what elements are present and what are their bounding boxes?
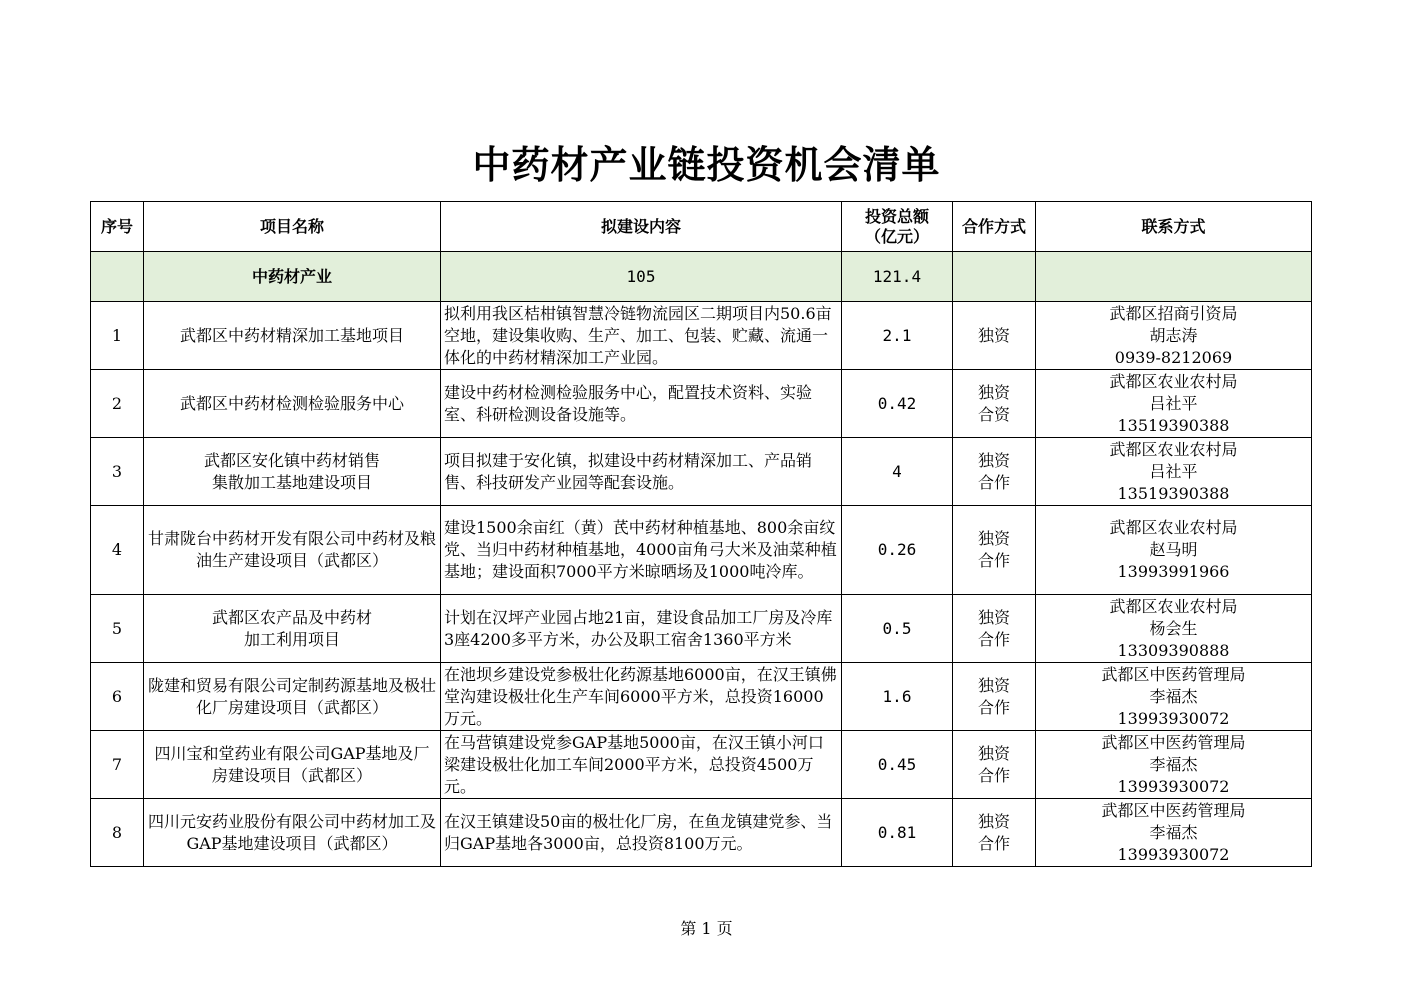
header-seq: 序号 — [91, 202, 144, 252]
coop-line: 合作 — [977, 697, 1010, 717]
header-name: 项目名称 — [144, 202, 441, 252]
row-coop — [953, 370, 1036, 438]
contact-line: 李福杰 — [1149, 822, 1198, 842]
contact-line: 吕社平 — [1149, 461, 1198, 481]
row-contact — [1036, 663, 1312, 731]
row-invest: 0.5 — [842, 595, 953, 663]
coop-line: 独资 — [977, 382, 1010, 402]
row-invest: 0.26 — [842, 506, 953, 595]
row-coop — [953, 663, 1036, 731]
contact-line: 武都区招商引资局 — [1109, 303, 1238, 323]
page-title: 中药材产业链投资机会清单 — [472, 143, 941, 187]
contact-line: 武都区中医药管理局 — [1101, 800, 1246, 820]
coop-line: 合作 — [977, 629, 1010, 649]
table-row — [91, 438, 1312, 506]
project-name-line: 四川元安药业股份有限公司中药材加工及GAP基地建设项目（武都区） — [147, 811, 436, 853]
investment-table — [90, 201, 1312, 867]
table-row — [91, 799, 1312, 867]
row-project-name — [144, 370, 441, 438]
row-coop — [953, 438, 1036, 506]
project-name-line: 四川宝和堂药业有限公司GAP基地及厂房建设项目（武都区） — [154, 743, 430, 785]
header-row — [91, 202, 1312, 252]
row-coop — [953, 595, 1036, 663]
row-coop — [953, 731, 1036, 799]
row-content: 在汉王镇建设50亩的极壮化厂房，在鱼龙镇建党参、当归GAP基地各3000亩，总投资8100万元。 — [441, 799, 842, 867]
row-seq: 2 — [91, 370, 144, 438]
summary-name: 中药材产业 — [144, 252, 441, 302]
row-project-name — [144, 438, 441, 506]
project-name-line: 甘肃陇台中药材开发有限公司中药材及粮油生产建设项目（武都区） — [147, 529, 436, 570]
coop-line: 独资 — [977, 675, 1010, 695]
row-content: 项目拟建于安化镇，拟建设中药材精深加工、产品销售、科技研发产业园等配套设施。 — [441, 438, 842, 506]
table-row — [91, 663, 1312, 731]
row-contact — [1036, 370, 1312, 438]
row-content: 建设1500余亩红（黄）芪中药材种植基地、800余亩纹党、当归中药材种植基地，4000亩角弓大米及油菜种植基地；建设面积7000平方米晾晒场及1000吨冷库。 — [441, 506, 842, 595]
contact-line: 武都区农业农村局 — [1109, 596, 1238, 616]
summary-invest: 121.4 — [842, 252, 953, 302]
coop-line: 合作 — [977, 765, 1010, 785]
contact-line: 13993930072 — [1117, 776, 1230, 796]
coop-line: 独资 — [977, 811, 1010, 831]
summary-contact — [1036, 252, 1312, 302]
row-contact — [1036, 799, 1312, 867]
contact-line: 李福杰 — [1149, 686, 1198, 706]
row-seq: 8 — [91, 799, 144, 867]
row-contact — [1036, 506, 1312, 595]
contact-line: 武都区中医药管理局 — [1101, 732, 1246, 752]
row-invest: 0.81 — [842, 799, 953, 867]
summary-row — [91, 252, 1312, 302]
header-content: 拟建设内容 — [441, 202, 842, 252]
coop-line: 独资 — [977, 325, 1010, 345]
row-invest: 0.45 — [842, 731, 953, 799]
contact-line: 13993991966 — [1117, 562, 1230, 581]
row-invest: 4 — [842, 438, 953, 506]
page-footer: 第 1 页 — [680, 919, 733, 938]
row-coop — [953, 302, 1036, 370]
coop-line: 独资 — [977, 529, 1010, 548]
row-content: 建设中药材检测检验服务中心，配置技术资料、实验室、科研检测设备设施等。 — [441, 370, 842, 438]
row-seq: 5 — [91, 595, 144, 663]
row-coop — [953, 799, 1036, 867]
contact-line: 武都区中医药管理局 — [1101, 664, 1246, 684]
row-contact — [1036, 438, 1312, 506]
row-seq: 4 — [91, 506, 144, 595]
contact-line: 13519390388 — [1117, 483, 1230, 503]
row-project-name — [144, 731, 441, 799]
contact-line: 李福杰 — [1149, 754, 1198, 774]
contact-line: 0939-8212069 — [1114, 347, 1233, 367]
row-contact — [1036, 731, 1312, 799]
header-invest-line2: （亿元） — [864, 226, 929, 246]
row-seq: 3 — [91, 438, 144, 506]
coop-line: 独资 — [977, 450, 1010, 470]
summary-coop — [953, 252, 1036, 302]
coop-line: 独资 — [977, 607, 1010, 627]
coop-line: 合作 — [977, 551, 1010, 570]
contact-line: 13993930072 — [1117, 844, 1230, 864]
row-content: 拟利用我区桔柑镇智慧冷链物流园区二期项目内50.6亩空地，建设集收购、生产、加工、包装、贮藏、流通一体化的中药材精深加工产业园。 — [441, 302, 842, 370]
contact-line: 武都区农业农村局 — [1109, 439, 1238, 459]
summary-content: 105 — [441, 252, 842, 302]
contact-line: 赵马明 — [1149, 540, 1198, 559]
header-contact: 联系方式 — [1036, 202, 1312, 252]
row-seq: 7 — [91, 731, 144, 799]
project-name-line: 武都区安化镇中药材销售 — [203, 450, 380, 470]
row-seq: 6 — [91, 663, 144, 731]
project-name-line: 陇建和贸易有限公司定制药源基地及极壮化厂房建设项目（武都区） — [147, 675, 436, 717]
row-invest: 1.6 — [842, 663, 953, 731]
row-content: 在池坝乡建设党参极壮化药源基地6000亩，在汉王镇佛堂沟建设极壮化生产车间6000平方米，总投资16000万元。 — [441, 663, 842, 731]
coop-line: 独资 — [977, 743, 1010, 763]
coop-line: 合作 — [977, 833, 1010, 853]
project-name-line: 武都区中药材检测检验服务中心 — [179, 393, 404, 413]
table-row — [91, 370, 1312, 438]
project-name-line: 集散加工基地建设项目 — [211, 472, 372, 492]
row-contact — [1036, 595, 1312, 663]
contact-line: 吕社平 — [1149, 393, 1198, 413]
row-project-name — [144, 506, 441, 595]
header-invest — [842, 202, 953, 252]
row-invest: 2.1 — [842, 302, 953, 370]
coop-line: 合资 — [977, 404, 1010, 424]
row-invest: 0.42 — [842, 370, 953, 438]
project-name-line: 加工利用项目 — [243, 629, 340, 649]
row-project-name — [144, 799, 441, 867]
contact-line: 13519390388 — [1117, 415, 1230, 435]
table-row — [91, 595, 1312, 663]
project-name-line: 武都区中药材精深加工基地项目 — [179, 325, 404, 345]
table-row — [91, 506, 1312, 595]
row-contact — [1036, 302, 1312, 370]
row-project-name — [144, 663, 441, 731]
table-row — [91, 731, 1312, 799]
row-seq: 1 — [91, 302, 144, 370]
row-project-name — [144, 302, 441, 370]
coop-line: 合作 — [977, 472, 1010, 492]
contact-line: 13993930072 — [1117, 708, 1230, 728]
contact-line: 杨会生 — [1149, 618, 1198, 638]
header-coop: 合作方式 — [953, 202, 1036, 252]
row-coop — [953, 506, 1036, 595]
project-name-line: 武都区农产品及中药材 — [211, 607, 372, 627]
contact-line: 胡志涛 — [1149, 325, 1198, 345]
header-invest-line1: 投资总额 — [864, 206, 929, 226]
row-project-name — [144, 595, 441, 663]
contact-line: 武都区农业农村局 — [1109, 518, 1238, 537]
summary-seq — [91, 252, 144, 302]
contact-line: 13309390888 — [1117, 640, 1230, 660]
row-content: 计划在汉坪产业园占地21亩，建设食品加工厂房及冷库3座4200多平方米，办公及职工宿舍1360平方米 — [441, 595, 842, 663]
contact-line: 武都区农业农村局 — [1109, 371, 1238, 391]
table-row — [91, 302, 1312, 370]
row-content: 在马营镇建设党参GAP基地5000亩，在汉王镇小河口梁建设极壮化加工车间2000平方米，总投资4500万元。 — [441, 731, 842, 799]
